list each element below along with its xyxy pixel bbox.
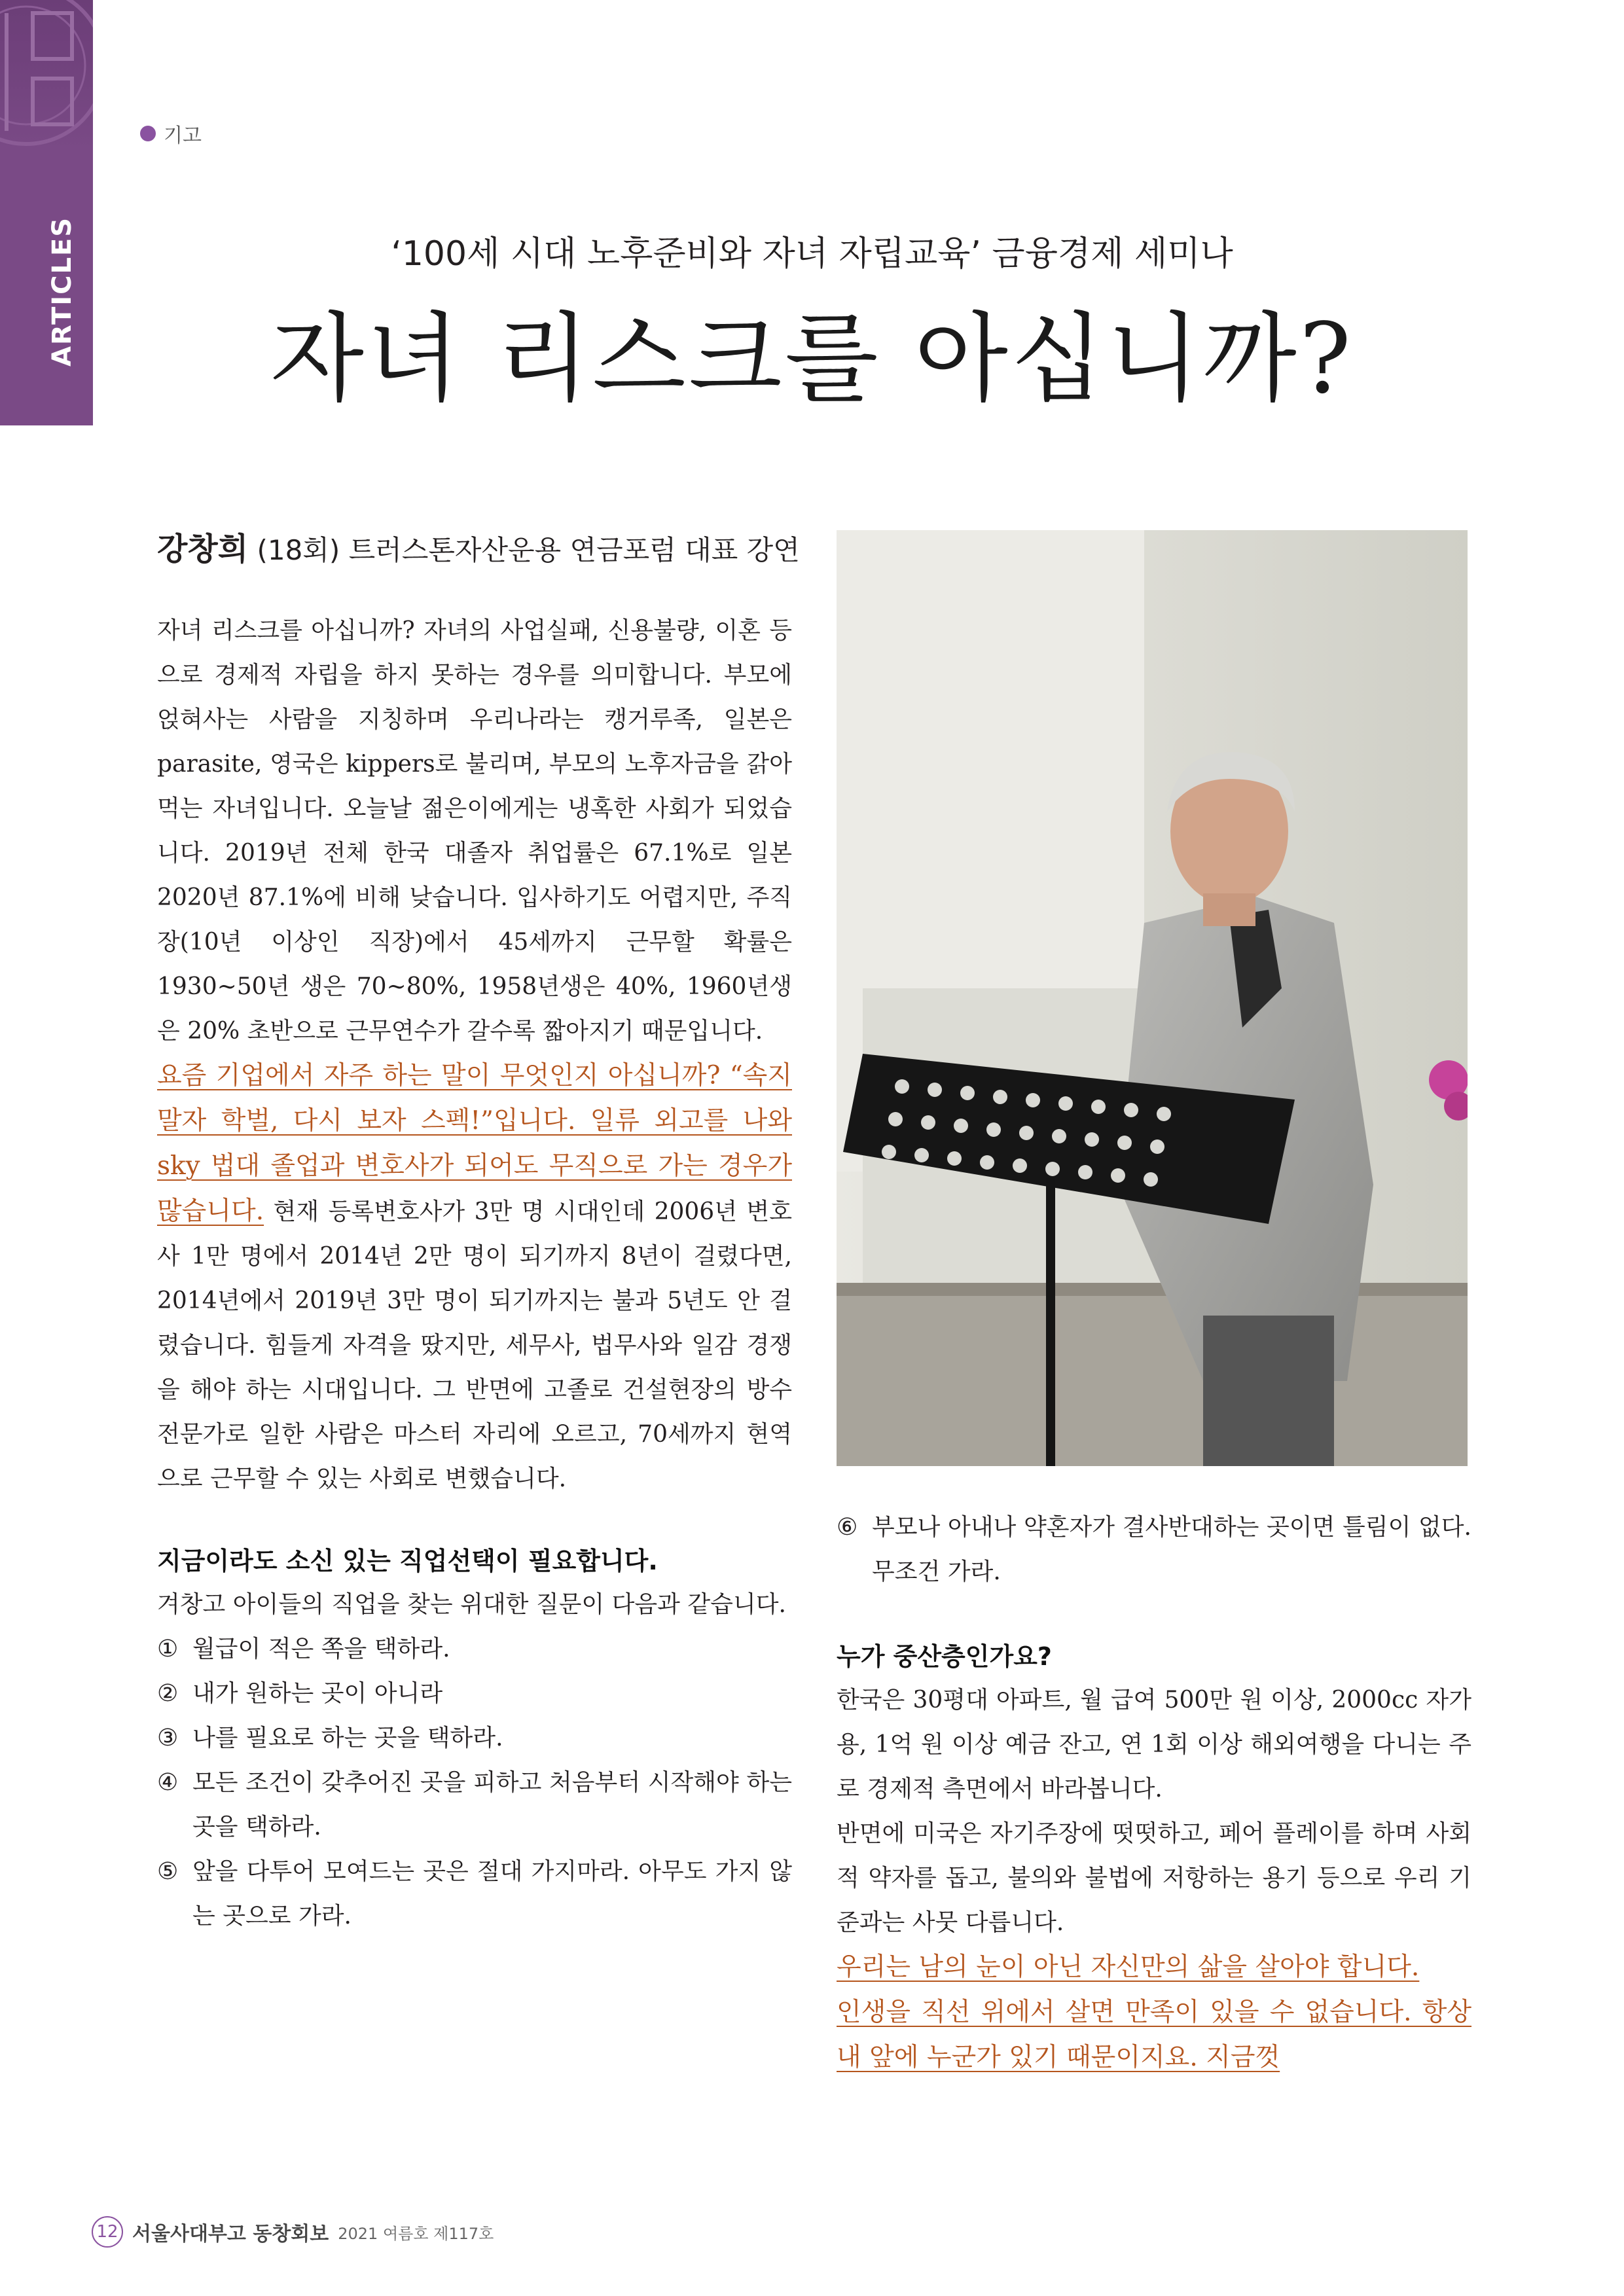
- list-number: ②: [157, 1680, 179, 1707]
- section-heading: 지금이라도 소신 있는 직업선택이 필요합니다.: [157, 1547, 658, 1575]
- list-number: ⑤: [157, 1858, 179, 1885]
- issue-info: 2021 여름호 제117호: [338, 2224, 494, 2243]
- bullet-dot-icon: [140, 126, 156, 141]
- numbered-list: [157, 1627, 792, 1939]
- highlight-text: 요즘 기업에서 자주 하는 말이 무엇인지 아십니까? “속지 말자 학벌, 다시 보자 스펙!”입니다. 일류 외고를 나와 sky 법대 졸업과 변호사가 되어도 무직으로 가는 경우가 많습니다.: [157, 1061, 792, 1226]
- list-number: ③: [157, 1725, 179, 1751]
- publication-name: 서울사대부고 동창회보: [132, 2223, 329, 2246]
- paragraph: 겨창고 아이들의 직업을 찾는 위대한 질문이 다음과 같습니다.: [157, 1591, 786, 1618]
- paragraph: 반면에 미국은 자기주장에 떳떳하고, 페어 플레이를 하며 사회적 약자를 돕고, 불의와 불법에 저항하는 용기 등으로 우리 기준과는 사뭇 다릅니다.: [837, 1820, 1471, 1936]
- page-footer: [92, 2216, 494, 2248]
- byline: [157, 524, 800, 569]
- article-title: 자녀 리스크를 아십니까?: [270, 302, 1354, 415]
- left-column: [157, 609, 792, 1939]
- list-text: 내가 원하는 곳이 아니라: [192, 1680, 443, 1707]
- list-text: 앞을 다투어 모여드는 곳은 절대 가지마라. 아무도 가지 않는 곳으로 가라.: [192, 1858, 792, 1929]
- school-emblem-icon: [0, 0, 93, 151]
- author-info: (18회) 트러스톤자산운용 연금포럼 대표 강연: [248, 534, 800, 566]
- highlight-text: 우리는 남의 눈이 아닌 자신만의 삶을 살아야 합니다.: [837, 1952, 1420, 1982]
- list-number: ①: [157, 1636, 179, 1662]
- paragraph: [157, 609, 792, 1054]
- author-name: 강창희: [157, 531, 249, 567]
- list-number: ⑥: [837, 1514, 858, 1541]
- highlight-text: 인생을 직선 위에서 살면 만족이 있을 수 없습니다. 항상 내 앞에 누군가 있기 때문이지요. 지금껏: [837, 1998, 1471, 2072]
- list-text: 모든 조건이 갖추어진 곳을 피하고 처음부터 시작해야 하는 곳을 택하라.: [192, 1769, 792, 1840]
- list-item: [157, 1672, 792, 1716]
- paragraph-text: 자녀 리스크를 아십니까? 자녀의 사업실패, 신용불량, 이혼 등으로 경제적 자립을 하지 못하는 경우를 의미합니다. 부모에 얹혀사는 사람을 지칭하며 우리나라는 캥거루족, 일본은 parasite, 영국은 kippers로 불리며, 부모의 노후자금을 갉아 먹는 자녀입니다. 오늘날 젊은이에게는 냉혹한 사회가 되었습니다. 2019년 전체 한국 대졸자 취업률은 67.1%로 일본 2020년 87.1%에 비해 낮습니다. 입사하기도 어렵지만, 주직장(10년 이상인 직장)에서 45세까지 근무할 확률은 1930~50년 생은 70~80%, 1958년생은 40%, 1960년생은 20% 초반으로 근무연수가 갈수록 짧아지기 때문입니다.: [157, 617, 792, 1045]
- paragraph: [837, 1945, 1471, 1990]
- speaker-photo: [837, 530, 1468, 1466]
- list-item: [157, 1716, 792, 1761]
- list-item: [157, 1761, 792, 1850]
- list-item: [157, 1627, 792, 1672]
- list-number: ④: [157, 1769, 179, 1796]
- section-tag-text: 기고: [164, 124, 202, 147]
- list-item: [157, 1850, 792, 1939]
- page-number: 12: [92, 2216, 123, 2248]
- list-text: 월급이 적은 쪽을 택하라.: [192, 1636, 450, 1662]
- section-heading: 누가 중산층인가요?: [837, 1642, 1052, 1671]
- paragraph: [837, 1990, 1471, 2081]
- paragraph: [157, 1054, 792, 1501]
- numbered-list: [837, 1505, 1471, 1594]
- list-text: 나를 필요로 하는 곳을 택하라.: [192, 1725, 503, 1751]
- section-tag: [140, 119, 202, 148]
- paragraph-text: 현재 등록변호사가 3만 명 시대인데 2006년 변호사 1만 명에서 2014년 2만 명이 되기까지 8년이 걸렸다면, 2014년에서 2019년 3만 명이 되기까지는 불과 5년도 안 걸렸습니다. 힘들게 자격을 땄지만, 세무사, 법무사와 일감 경쟁을 해야 하는 시대입니다. 그 반면에 고졸로 건설현장의 방수전문가로 일한 사람은 마스터 자리에 오르고, 70세까지 현역으로 근무할 수 있는 사회로 변했습니다.: [157, 1198, 792, 1492]
- right-column: [837, 1505, 1471, 2081]
- paragraph: 한국은 30평대 아파트, 월 급여 500만 원 이상, 2000cc 자가용, 1억 원 이상 예금 잔고, 연 1회 이상 해외여행을 다니는 주로 경제적 측면에서 바라봅니다.: [837, 1687, 1471, 1803]
- articles-label: ARTICLES: [47, 216, 77, 367]
- list-text: 부모나 아내나 약혼자가 결사반대하는 곳이면 틀림이 없다. 무조건 가라.: [872, 1514, 1471, 1585]
- article-subtitle: ‘100세 시대 노후준비와 자녀 자립교육’ 금융경제 세미나: [391, 234, 1233, 274]
- list-item: [837, 1505, 1471, 1594]
